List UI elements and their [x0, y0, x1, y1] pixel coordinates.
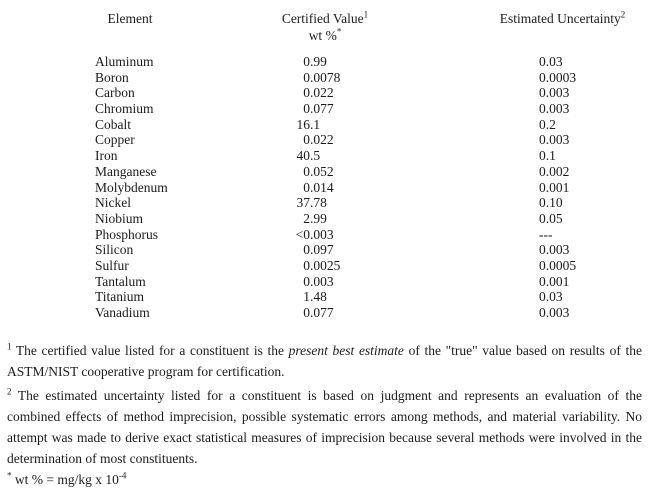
uncertainty-value: 0.05: [539, 210, 563, 226]
certified-value: 0.014: [303, 179, 334, 195]
column-header-estimated-uncertainty: [480, 10, 645, 27]
uncertainty-footnote-ref: 2: [620, 9, 626, 20]
certified-value: 0.052: [303, 163, 334, 179]
uncertainty-value: 0.2: [539, 116, 556, 132]
certified-value: 0.077: [303, 305, 334, 320]
element-name: Phosphorus: [95, 226, 159, 242]
element-name: Chromium: [95, 101, 154, 117]
footnote-asterisk-text: wt % = mg/kg x 10: [14, 472, 119, 487]
uncertainty-value: 0.03: [539, 54, 563, 69]
footnote-1-text-after: of the "true" value based on results of the ASTM/NIST cooperative program for certification.: [7, 343, 642, 379]
table-row: [0, 117, 653, 133]
table-row: [0, 289, 653, 305]
element-name: Iron: [95, 148, 118, 164]
element-name: Carbon: [95, 85, 135, 101]
certified-value: 37.78: [296, 195, 327, 211]
uncertainty-value: 0.1: [539, 148, 556, 164]
element-name: Copper: [95, 132, 135, 148]
uncertainty-value: 0.002: [539, 163, 570, 179]
certified-value: 0.003: [303, 273, 334, 289]
table-row: [0, 195, 653, 211]
column-header-certified-value: [245, 10, 405, 44]
element-name: Boron: [95, 69, 129, 85]
footnote-2-text: The estimated uncertainty listed for a constituent is based on judgment and represents an evaluation of the combined effects of method imprecision, possible systematic errors among methods, and material variability. No attempt was made to derive exact statistical measures of imprecision because several methods were involved in the determination of most constituents.: [7, 388, 642, 466]
footnote-2: [7, 385, 642, 469]
uncertainty-value: 0.001: [539, 273, 570, 289]
unit-label: wt %: [308, 28, 337, 43]
element-name: Nickel: [95, 195, 131, 211]
uncertainty-value: 0.0005: [539, 257, 577, 273]
element-name: Manganese: [95, 163, 157, 179]
table-row: [0, 101, 653, 117]
certified-value-footnote-ref: 1: [363, 9, 369, 20]
certified-value: 0.077: [303, 101, 334, 117]
uncertainty-label: Estimated Uncertainty: [499, 11, 621, 26]
certified-value: 16.1: [296, 116, 321, 132]
footnote-asterisk-exponent: -4: [118, 470, 127, 481]
element-name: Cobalt: [95, 116, 131, 132]
certified-value: 40.5: [296, 148, 321, 164]
certified-value: 1.48: [303, 289, 327, 305]
uncertainty-value: 0.003: [539, 132, 570, 148]
uncertainty-value: ---: [539, 226, 553, 242]
uncertainty-value: 0.03: [539, 289, 563, 305]
certified-value: <0.003: [295, 226, 334, 242]
element-name: Tantalum: [95, 273, 146, 289]
element-name: Niobium: [95, 210, 144, 226]
footnote-1-text-before: The certified value listed for a constituent is the: [15, 343, 289, 358]
certified-value: 0.0078: [303, 69, 341, 85]
element-name: Titanium: [95, 289, 145, 305]
footnote-1-italic-phrase: present best estimate: [288, 343, 404, 358]
uncertainty-value: 0.003: [539, 242, 570, 258]
uncertainty-value: 0.0003: [539, 69, 577, 85]
table-row: [0, 211, 653, 227]
table-row: [0, 132, 653, 148]
certified-value: 0.99: [303, 54, 327, 69]
table-row: [0, 70, 653, 86]
certified-value-label: Certified Value: [281, 11, 364, 26]
table-row: [0, 180, 653, 196]
table-row: [0, 258, 653, 274]
unit-footnote-ref: *: [336, 26, 342, 37]
footnote-1: [7, 340, 642, 382]
footnote-1-marker: 1: [7, 341, 12, 352]
certified-value: 2.99: [303, 210, 327, 226]
table-row: [0, 85, 653, 101]
table-body: [0, 54, 653, 321]
uncertainty-value: 0.001: [539, 179, 570, 195]
table-row: [0, 54, 653, 70]
footnote-2-marker: 2: [7, 386, 12, 397]
uncertainty-value: 0.003: [539, 305, 570, 320]
certified-value: 0.022: [303, 132, 334, 148]
table-row: [0, 242, 653, 258]
uncertainty-value: 0.003: [539, 85, 570, 101]
certified-value-unit: [245, 27, 405, 44]
table-row: [0, 274, 653, 290]
footnote-asterisk-marker: *: [7, 470, 12, 481]
certified-value: 0.022: [303, 85, 334, 101]
table-row: [0, 148, 653, 164]
certified-value: 0.097: [303, 242, 334, 258]
certified-value: 0.0025: [303, 257, 341, 273]
element-name: Aluminum: [95, 54, 154, 69]
uncertainty-value: 0.10: [539, 195, 563, 211]
footnote-asterisk: [7, 469, 642, 490]
element-name: Vanadium: [95, 305, 150, 320]
element-name: Molybdenum: [95, 179, 168, 195]
table-row: [0, 164, 653, 180]
element-name: Silicon: [95, 242, 134, 258]
element-name: Sulfur: [95, 257, 129, 273]
table-row: [0, 227, 653, 243]
column-header-element: Element: [107, 11, 153, 26]
table-row: [0, 305, 653, 321]
uncertainty-value: 0.003: [539, 101, 570, 117]
